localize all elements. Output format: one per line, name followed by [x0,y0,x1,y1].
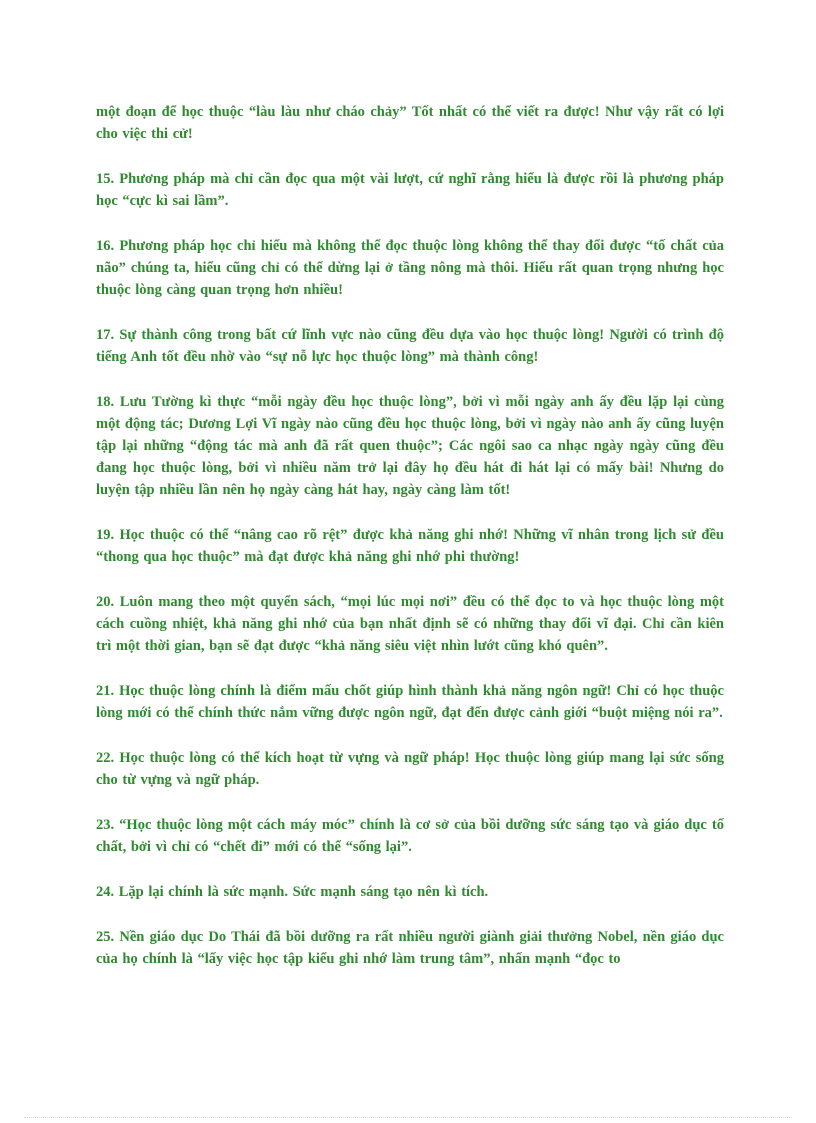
paragraph-22: 22. Học thuộc lòng có thể kích hoạt từ vựng và ngữ pháp! Học thuộc lòng giúp mang lại sức sống cho từ vựng và ngữ pháp. [96,750,724,788]
paragraph-continuation: một đoạn để học thuộc “làu làu như cháo chảy” Tốt nhất có thể viết ra được! Như vậy rất có lợi cho việc thi cử! [96,104,724,142]
paragraph-15: 15. Phương pháp mà chỉ cần đọc qua một vài lượt, cứ nghĩ rằng hiểu là được rồi là phương pháp học “cực kì sai lầm”. [96,171,724,209]
paragraph-23: 23. “Học thuộc lòng một cách máy móc” chính là cơ sở của bồi dưỡng sức sáng tạo và giáo dục tố chất, bởi vì chỉ có “chết đi” mới có thể “sống lại”. [96,817,724,855]
paragraph-25: 25. Nền giáo dục Do Thái đã bồi dưỡng ra rất nhiều người giành giải thưởng Nobel, nền giáo dục của họ chính là “lấy việc học tập kiểu ghi nhớ làm trung tâm”, nhấn mạnh “đọc to [96,929,724,967]
page-bottom-divider [24,1117,792,1118]
paragraph-18: 18. Lưu Tường kì thực “mỗi ngày đều học thuộc lòng”, bởi vì mỗi ngày anh ấy đều lặp lại cùng một động tác; Dương Lợi Vĩ ngày nào cũng đều học thuộc lòng, bởi vì ngày nào anh ấy cũng luyện tập lại những “động tác mà anh đã rất quen thuộc”; Các ngôi sao ca nhạc ngày ngày cũng đều đang học thuộc lòng, bởi vì nhiều năm trở lại đây họ đều hát đi hát lại có mấy bài! Nhưng do luyện tập nhiều lần nên họ ngày càng hát hay, ngày càng làm tốt! [96,394,724,498]
paragraph-24: 24. Lặp lại chính là sức mạnh. Sức mạnh sáng tạo nên kì tích. [96,884,489,900]
paragraph-21: 21. Học thuộc lòng chính là điểm mấu chốt giúp hình thành khả năng ngôn ngữ! Chỉ có học thuộc lòng mới có thể chính thức nắm vững được ngôn ngữ, đạt đến được cảnh giới “buột miệng nói ra”. [96,683,724,721]
paragraph-17: 17. Sự thành công trong bất cứ lĩnh vực nào cũng đều dựa vào học thuộc lòng! Người có trình độ tiếng Anh tốt đều nhờ vào “sự nỗ lực học thuộc lòng” mà thành công! [96,327,724,365]
document-body [96,101,724,993]
paragraph-19: 19. Học thuộc có thể “nâng cao rõ rệt” được khả năng ghi nhớ! Những vĩ nhân trong lịch sử đều “thong qua học thuộc” mà đạt được khả năng ghi nhớ phi thường! [96,527,724,565]
paragraph-20: 20. Luôn mang theo một quyển sách, “mọi lúc mọi nơi” đều có thể đọc to và học thuộc lòng một cách cuồng nhiệt, khả năng ghi nhớ của bạn nhất định sẽ có những thay đổi vĩ đại. Chỉ cần kiên trì một thời gian, bạn sẽ đạt được “khả năng siêu việt nhìn lướt cũng khó quên”. [96,594,724,654]
paragraph-16: 16. Phương pháp học chỉ hiểu mà không thể đọc thuộc lòng không thể thay đổi được “tố chất của não” chúng ta, hiểu cũng chỉ có thể dừng lại ở tầng nông mà thôi. Hiểu rất quan trọng nhưng học thuộc lòng càng quan trọng hơn nhiều! [96,238,724,298]
